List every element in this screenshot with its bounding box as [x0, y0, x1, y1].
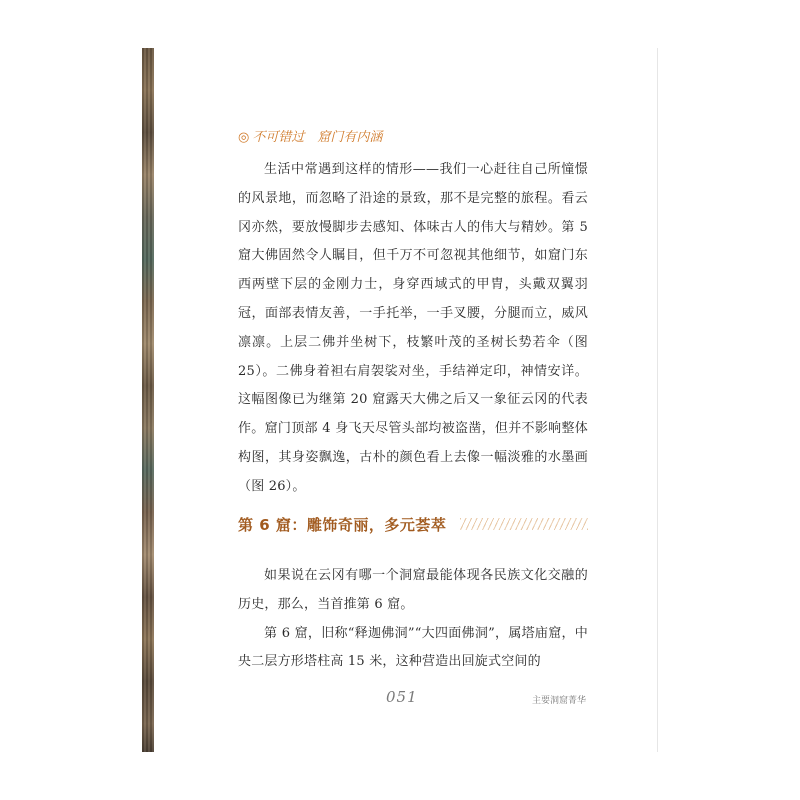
page-number: 051 [386, 688, 418, 706]
section-title: 第 6 窟：雕饰奇丽，多元荟萃 [238, 515, 447, 534]
page-edge-rule [657, 48, 658, 752]
section-heading [238, 512, 588, 536]
paragraph: 如果说在云冈有哪一个洞窟最能体现各民族文化交融的历史，那么，当首推第 6 窟。 [238, 568, 588, 612]
decorative-hatch [460, 518, 588, 530]
subheading [238, 128, 588, 148]
running-footer-title: 主要洞窟菁华 [532, 696, 587, 706]
subheading-text: 不可错过 窟门有内涵 [252, 130, 383, 145]
main-text-block [238, 128, 588, 502]
paragraph: 第 6 窟，旧称“释迦佛洞”“大四面佛洞”，属塔庙窟，中央二层方形塔柱高 15 米，这种营造出回旋式空间的 [238, 625, 588, 670]
circle-mark-icon: ◎ [238, 130, 250, 145]
photo-edge-image [142, 48, 154, 752]
section-text-block [238, 562, 588, 677]
paragraph: 生活中常遇到这样的情形——我们一心赶往自己所憧憬的风景地，而忽略了沿途的景致，那不是完整的旅程。看云冈亦然，要放慢脚步去感知、体味古人的伟大与精妙。第 5 窟大佛固然令人瞩目，但千万不可忽视其他细节，如窟门东西两壁下层的金刚力士，身穿西域式的甲胄，头戴双翼羽冠，面部表情友善，一手托举，一手叉腰，分腿而立，威风凛凛。上层二佛并坐树下，枝繁叶茂的圣树长势若伞（图 25）。二佛身着袒右肩袈裟对坐，手结禅定印，神情安详。这幅图像已为继第 20 窟露天大佛之后又一象征云冈的代表作。窟门顶部 4 身飞天尽管头部均被盗凿，但并不影响整体构图，其身姿飘逸，古朴的颜色看上去像一幅淡雅的水墨画（图 26）。 [238, 162, 588, 494]
